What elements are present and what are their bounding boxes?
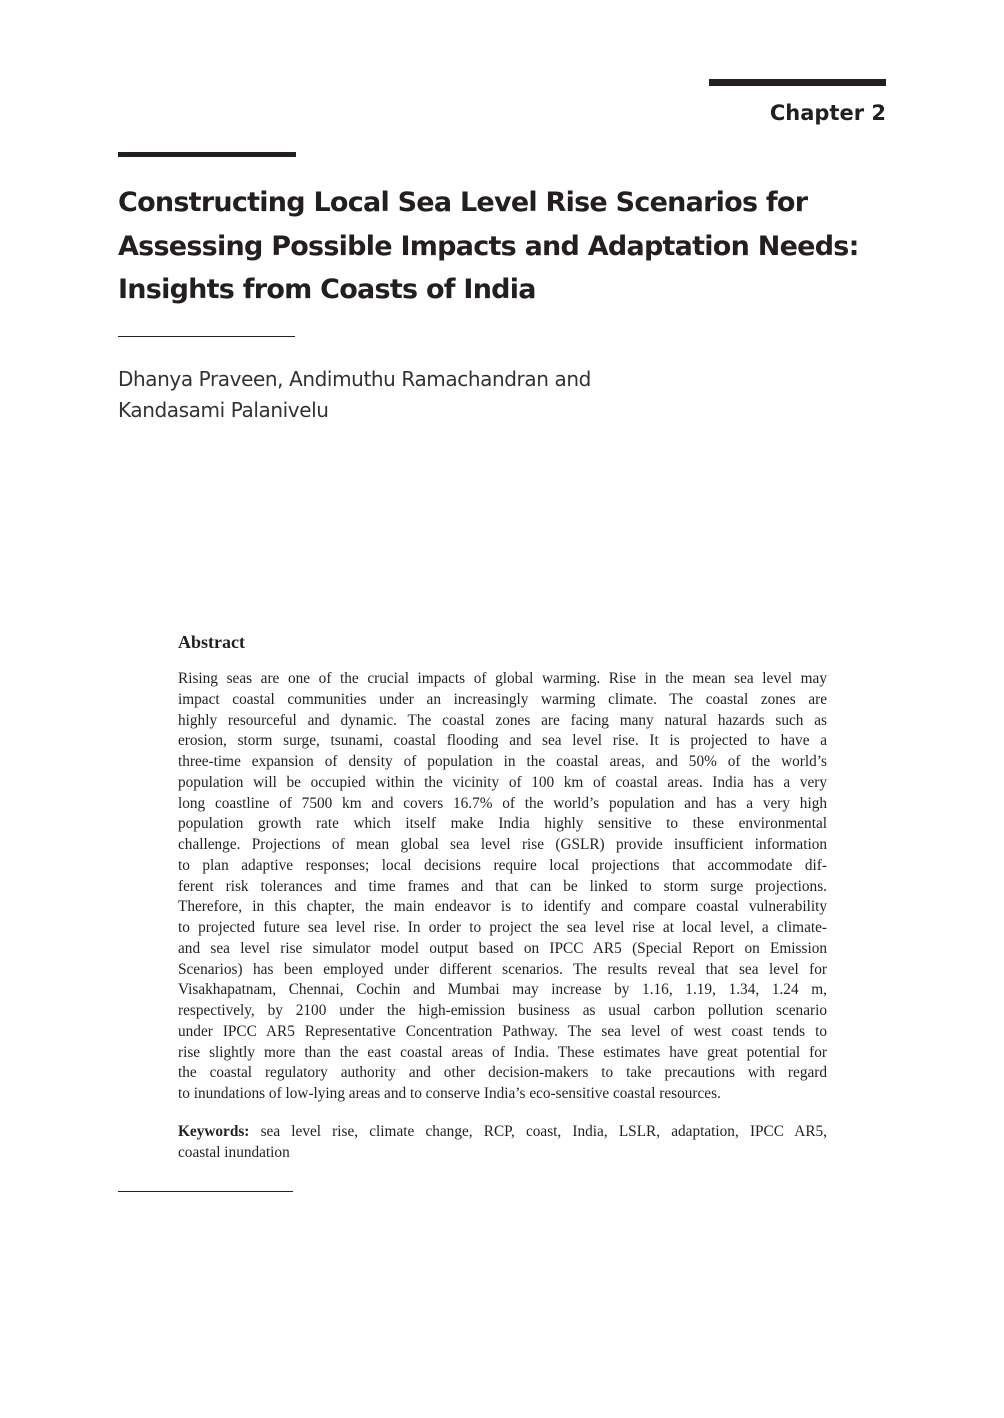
author-line: Dhanya Praveen, Andimuthu Ramachandran and: [118, 367, 591, 391]
abstract-line: to inundations of low-lying areas and to conserve India’s eco-sensitive coastal resources.: [178, 1085, 721, 1102]
abstract-line: highly resourceful and dynamic. The coastal zones are facing many natural hazards such as: [178, 711, 827, 729]
title-rule-top: [118, 152, 296, 157]
keywords-label: Keywords:: [178, 1123, 250, 1140]
chapter-title: [118, 181, 878, 312]
chapter-label: Chapter 2: [769, 101, 886, 125]
abstract-line: long coastline of 7500 km and covers 16.7% of the world’s population and has a very high: [178, 794, 827, 812]
abstract-line: rise slightly more than the east coastal areas of India. These estimates have great potential for: [178, 1043, 827, 1061]
abstract-line: and sea level rise simulator model output based on IPCC AR5 (Special Report on Emission: [178, 939, 827, 957]
abstract-line: to projected future sea level rise. In order to project the sea level rise at local level, a climate-: [178, 919, 827, 936]
abstract-body: [178, 669, 827, 1105]
chapter-title-line: Insights from Coasts of India: [118, 274, 536, 305]
chapter-rule-top: [709, 79, 886, 86]
author-list: [118, 364, 818, 426]
abstract-line: the coastal regulatory authority and other decision-makers to take precautions with regard: [178, 1064, 827, 1082]
abstract-line: three-time expansion of density of population in the coastal areas, and 50% of the world’s: [178, 753, 827, 770]
chapter-title-line: Constructing Local Sea Level Rise Scenarios for: [118, 187, 808, 218]
abstract-line: ferent risk tolerances and time frames and that can be linked to storm surge projections.: [178, 877, 827, 895]
abstract-line: Scenarios) has been employed under different scenarios. The results reveal that sea level for: [178, 960, 827, 978]
abstract-line: under IPCC AR5 Representative Concentration Pathway. The sea level of west coast tends to: [178, 1022, 827, 1040]
abstract-line: to plan adaptive responses; local decisions require local projections that accommodate dif-: [178, 856, 827, 874]
abstract-line: challenge. Projections of mean global sea level rise (GSLR) provide insufficient information: [178, 836, 827, 853]
keywords-text: sea level rise, climate change, RCP, coast, India, LSLR, adaptation, IPCC AR5,: [260, 1123, 828, 1140]
abstract-heading: Abstract: [178, 632, 245, 652]
abstract-line: erosion, storm surge, tsunami, coastal flooding and sea level rise. It is projected to have a: [178, 732, 827, 750]
keywords-line: [178, 1122, 827, 1143]
title-rule-bottom: [118, 336, 295, 337]
abstract-line: Rising seas are one of the crucial impacts of global warming. Rise in the mean sea level may: [178, 670, 827, 687]
abstract-line: respectively, by 2100 under the high-emission business as usual carbon pollution scenario: [178, 1002, 827, 1019]
keywords-line: coastal inundation: [178, 1143, 290, 1161]
keywords: [178, 1122, 827, 1164]
footnote-rule: [118, 1191, 293, 1192]
chapter-title-line: Assessing Possible Impacts and Adaptation Needs:: [118, 230, 859, 262]
abstract-line: population will be occupied within the vicinity of 100 km of coastal areas. India has a very: [178, 773, 827, 791]
author-line: Kandasami Palanivelu: [118, 398, 329, 422]
abstract-line: population growth rate which itself make India highly sensitive to these environmental: [178, 815, 827, 833]
abstract-line: Therefore, in this chapter, the main endeavor is to identify and compare coastal vulnerability: [178, 898, 827, 916]
abstract-line: Visakhapatnam, Chennai, Cochin and Mumbai may increase by 1.16, 1.19, 1.34, 1.24 m,: [178, 981, 827, 999]
abstract-line: impact coastal communities under an increasingly warming climate. The coastal zones are: [178, 690, 827, 708]
